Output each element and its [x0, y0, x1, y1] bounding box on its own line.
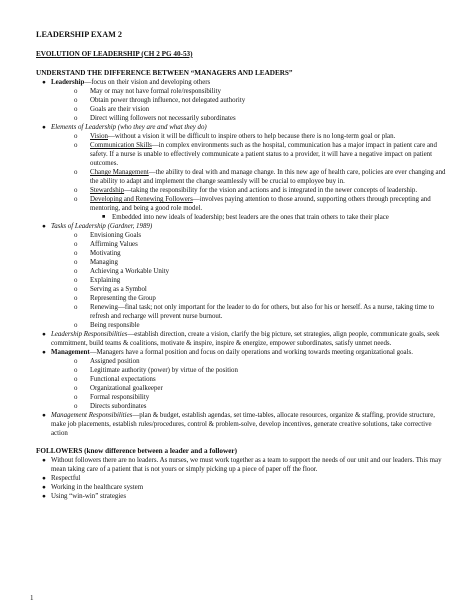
- circle-bullet-icon: o: [74, 142, 78, 149]
- list-item: [36, 492, 450, 501]
- circle-bullet-icon: o: [74, 358, 78, 365]
- list-item-management-responsibilities: [36, 411, 450, 438]
- circle-bullet-icon: o: [74, 196, 78, 203]
- circle-bullet-icon: o: [74, 403, 78, 410]
- responsibilities-term: Leadership Responsibilities: [51, 331, 128, 338]
- bullet-icon: ●: [42, 412, 46, 419]
- bullet-icon: ●: [42, 79, 46, 86]
- square-bullet-icon: ■: [102, 214, 106, 220]
- list-subitem: [36, 357, 450, 366]
- subitem-text: Directs subordinates: [90, 403, 147, 410]
- list-subitem: [36, 132, 450, 141]
- tasks-heading: Tasks of Leadership (Gardner, 1989): [51, 223, 153, 230]
- list-subitem: [36, 276, 450, 285]
- subitem-text: Motivating: [90, 250, 121, 257]
- circle-bullet-icon: o: [74, 322, 78, 329]
- list-item: [36, 456, 450, 474]
- subitem-text: Renewing—final task; not only important for the leader to do for others, but also for his or herself. As a nurse, taking time to refresh and recharge will prevent nurse burnout.: [90, 304, 435, 320]
- list-subitem: [36, 267, 450, 276]
- subitem-text: Legitimate authority (power) by virtue of the position: [90, 367, 238, 374]
- circle-bullet-icon: o: [74, 286, 78, 293]
- item-text: Without followers there are no leaders. As nurses, we must work together as a team to support the needs of our unit and our leaders. This may mean taking care of a patient that is not yours or simply picking up a piece of paper off the floor.: [51, 457, 442, 473]
- list-item-tasks: [36, 222, 450, 231]
- list-item-leadership: [36, 78, 450, 87]
- circle-bullet-icon: o: [74, 394, 78, 401]
- elements-heading: Elements of Leadership (who they are and what they do): [51, 124, 207, 131]
- element-term: Stewardship: [90, 187, 125, 194]
- element-term: Change Management: [90, 169, 149, 176]
- circle-bullet-icon: o: [74, 367, 78, 374]
- subitem-text: Achieving a Workable Unity: [90, 268, 170, 275]
- list-item: [36, 474, 450, 483]
- list-subitem: [36, 258, 450, 267]
- circle-bullet-icon: o: [74, 133, 78, 140]
- bullet-icon: ●: [42, 457, 46, 464]
- subitem-text: Serving as a Symbol: [90, 286, 147, 293]
- list-subitem: [36, 402, 450, 411]
- circle-bullet-icon: o: [74, 385, 78, 392]
- circle-bullet-icon: o: [74, 250, 78, 257]
- bullet-icon: ●: [42, 349, 46, 356]
- circle-bullet-icon: o: [74, 97, 78, 104]
- subitem-text: Managing: [90, 259, 118, 266]
- subitem-text: Goals are their vision: [90, 106, 150, 113]
- main-list: [36, 78, 450, 438]
- list-subitem: [36, 321, 450, 330]
- list-subitem: [36, 393, 450, 402]
- subitem-text: Envisioning Goals: [90, 232, 142, 239]
- bullet-icon: ●: [42, 475, 46, 482]
- circle-bullet-icon: o: [74, 241, 78, 248]
- list-subitem: [36, 285, 450, 294]
- list-subitem: [36, 303, 450, 321]
- subitem-text: May or may not have formal role/responsibility: [90, 88, 221, 95]
- subsubitem-text: Embedded into new ideals of leadership; best leaders are the ones that train others to take their place: [112, 214, 389, 221]
- leadership-term: Leadership: [51, 79, 85, 86]
- list-subitem: [36, 294, 450, 303]
- circle-bullet-icon: o: [74, 304, 78, 311]
- list-subitem: [36, 231, 450, 240]
- list-subitem: [36, 141, 450, 168]
- list-subitem: [36, 375, 450, 384]
- circle-bullet-icon: o: [74, 88, 78, 95]
- element-term: Developing and Renewing Followers: [90, 196, 193, 203]
- item-text: Using “win-win” strategies: [51, 493, 127, 500]
- circle-bullet-icon: o: [74, 376, 78, 383]
- circle-bullet-icon: o: [74, 232, 78, 239]
- mgmt-resp-term: Management Responsibilities: [51, 412, 133, 419]
- circle-bullet-icon: o: [74, 169, 78, 176]
- bullet-icon: ●: [42, 124, 46, 131]
- element-def: —without a vision it will be difficult to inspire others to help because there is no long-term goal or plan.: [107, 133, 396, 140]
- list-subitem: [36, 249, 450, 258]
- list-item-management: [36, 348, 450, 357]
- document-title: LEADERSHIP EXAM 2: [36, 30, 122, 39]
- subitem-text: Explaining: [90, 277, 121, 284]
- document-content: [36, 30, 450, 501]
- management-def: —Managers have a formal position and focus on daily operations and working towards meeting organizational goals.: [89, 349, 413, 356]
- subitem-text: Affirming Values: [90, 241, 138, 248]
- element-def: —involves paying attention to those around, supporting others through precepting and mentoring, and being a good role model.: [90, 196, 431, 212]
- list-item-leadership-responsibilities: [36, 330, 450, 348]
- followers-list: [36, 456, 450, 501]
- list-subitem: [36, 105, 450, 114]
- subitem-text: Assigned position: [90, 358, 140, 365]
- item-text: Working in the healthcare system: [51, 484, 144, 491]
- list-subitem: [36, 240, 450, 249]
- subitem-text: Organizational goalkeeper: [90, 385, 163, 392]
- subitem-text: Functional expectations: [90, 376, 156, 383]
- element-term: Communication Skills: [90, 142, 152, 149]
- element-def: —the ability to deal with and manage change. In this new age of health care, policies are ever changing and the ability to adapt and implement the change seamlessly will be crucial to employee buy in.: [90, 169, 446, 185]
- management-term: Management: [51, 349, 90, 356]
- bullet-icon: ●: [42, 493, 46, 500]
- section-heading-managers-leaders: UNDERSTAND THE DIFFERENCE BETWEEN “MANAGERS AND LEADERS”: [36, 69, 293, 77]
- list-item-elements: [36, 123, 450, 132]
- bullet-icon: ●: [42, 331, 46, 338]
- list-subitem: [36, 87, 450, 96]
- list-subitem: [36, 366, 450, 375]
- item-text: Respectful: [51, 475, 81, 482]
- bullet-icon: ●: [42, 484, 46, 491]
- subitem-text: Formal responsibility: [90, 394, 150, 401]
- element-term: Vision: [90, 133, 108, 140]
- list-subitem: [36, 114, 450, 123]
- circle-bullet-icon: o: [74, 295, 78, 302]
- subitem-text: Direct willing followers not necessarily subordinates: [90, 115, 236, 122]
- list-subitem: [36, 384, 450, 393]
- circle-bullet-icon: o: [74, 115, 78, 122]
- subitem-text: Representing the Group: [90, 295, 156, 302]
- circle-bullet-icon: o: [74, 187, 78, 194]
- section-heading-evolution: EVOLUTION OF LEADERSHIP (CH 2 PG 40-53): [36, 50, 193, 58]
- list-subitem: [36, 186, 450, 195]
- page-number: 1: [30, 594, 34, 602]
- mgmt-resp-def: —plan & budget, establish agendas, set time-tables, allocate resources, organize & staffing, provide structure, make job placements, establish rules/procedures, control & problem-solve, develop incentives, generate creative solutions, take corrective action: [51, 412, 435, 437]
- bullet-icon: ●: [42, 223, 46, 230]
- leadership-def: —focus on their vision and developing others: [84, 79, 211, 86]
- element-def: —in complex environments such as the hospital, communication has a major impact in patient care and safety. If a nurse is unable to effectively communicate a patient status to a provider, it will have a negative impact on patient outcomes.: [90, 142, 437, 167]
- subitem-text: Obtain power through influence, not delegated authority: [90, 97, 246, 104]
- responsibilities-def: —establish direction, create a vision, clarify the big picture, set strategies, align people, communicate goals, seek commitment, build teams & coalitions, motivate & inspire, inspire & energize, empower subordinates, satisfy unmet needs.: [51, 331, 440, 347]
- list-subitem: [36, 195, 450, 213]
- list-subsubitem: [36, 213, 450, 222]
- circle-bullet-icon: o: [74, 259, 78, 266]
- circle-bullet-icon: o: [74, 268, 78, 275]
- list-item: [36, 483, 450, 492]
- circle-bullet-icon: o: [74, 277, 78, 284]
- list-subitem: [36, 96, 450, 105]
- circle-bullet-icon: o: [74, 106, 78, 113]
- section-heading-followers: FOLLOWERS (know difference between a leader and a follower): [36, 447, 237, 455]
- element-def: —taking the responsibility for the vision and actions and is integrated in the newer concepts of leadership.: [124, 187, 418, 194]
- list-subitem: [36, 168, 450, 186]
- subitem-text: Being responsible: [90, 322, 140, 329]
